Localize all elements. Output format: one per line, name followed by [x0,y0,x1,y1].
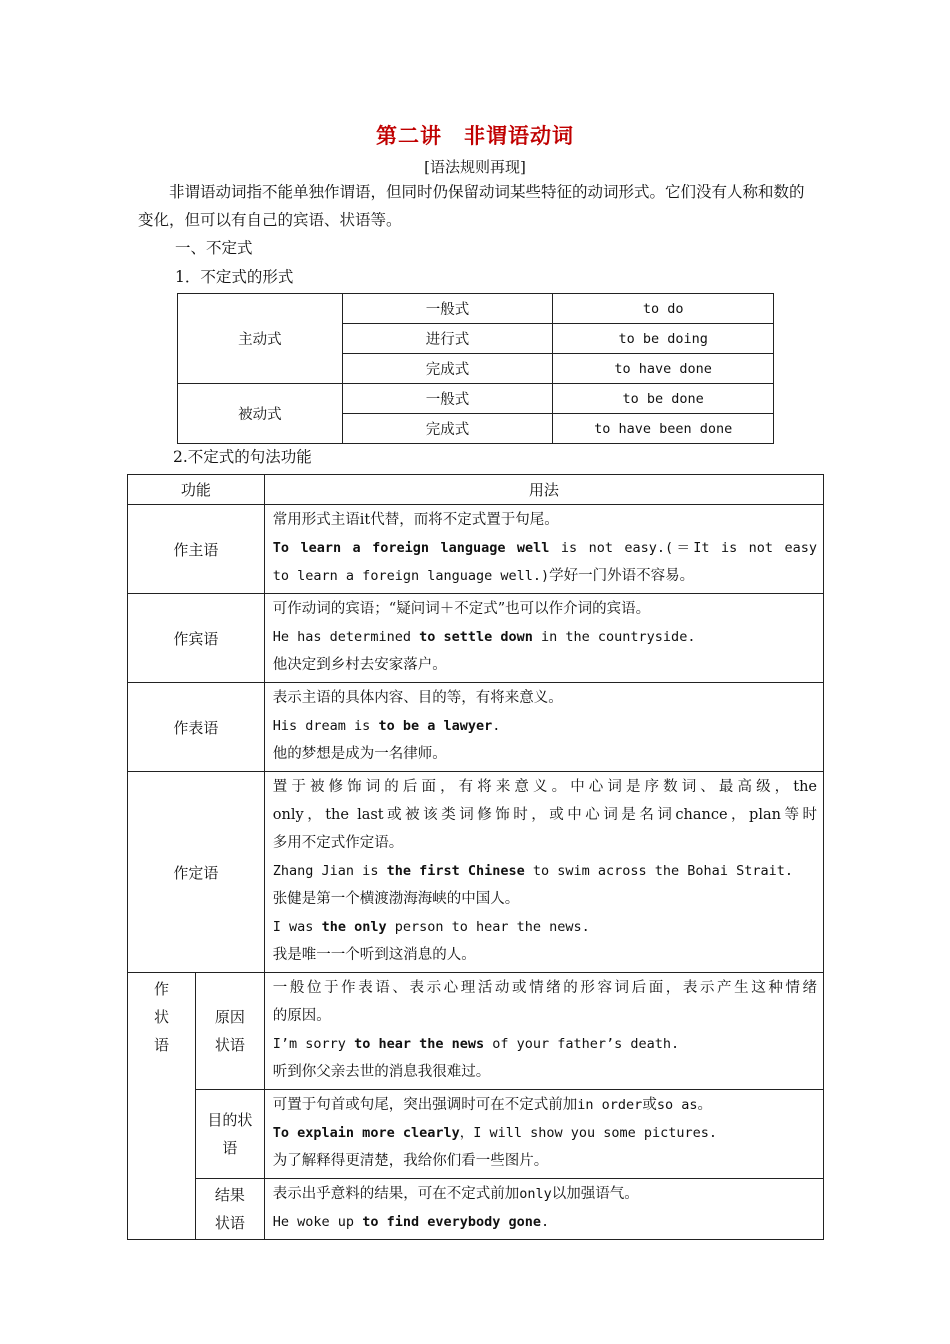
usage-note: 可作动词的宾语；“疑问词＋不定式”也可以作介词的宾语。 [272,601,651,617]
translation-line: 听到你父亲去世的消息我很难过。 [272,1064,491,1080]
usage-subject [264,505,823,594]
usage-note: 表示主语的具体内容、目的等，有将来意义。 [272,690,563,706]
usage-purpose [264,1090,823,1179]
function-adverbial: 作 状 语 [128,973,196,1240]
subfunction-purpose: 目的状 语 [195,1090,264,1179]
function-object: 作宾语 [128,594,265,683]
column-header-function: 功能 [128,475,265,505]
usage-note: 常用形式主语it代替，而将不定式置于句尾。 [272,512,559,528]
tense-cell: 一般式 [342,294,553,324]
example-line: to learn a foreign language well.)学好一门外语不容易。 [272,568,695,584]
usage-note: 的原因。 [272,1008,331,1024]
intro-paragraph: 非谓语动词指不能单独作谓语，但同时仍保留动词某些特征的动词形式。它们没有人称和数的变化，但可以有自己的宾语、状语等。 [138,183,805,229]
translation-line: 我是唯一一个听到这消息的人。 [272,947,476,963]
form-cell: to be done [553,384,774,414]
form-cell: to have done [553,354,774,384]
translation-line: 他决定到乡村去安家落户。 [272,657,447,673]
table-header-row [128,475,824,505]
usage-object [264,594,823,683]
table-row [128,1179,824,1240]
table-row [128,683,824,772]
usage-note: 可置于句首或句尾，突出强调时可在不定式前加in order或so as。 [272,1097,712,1113]
usage-attributive [264,772,823,973]
subheading-forms: 1．不定式的形式 [175,268,294,286]
example-line: I’m sorry to hear the news of your father’s death. [272,1036,680,1052]
tense-cell: 完成式 [342,414,553,444]
subfunction-result: 结果 状语 [195,1179,264,1240]
usage-cause [264,973,823,1090]
column-header-usage: 用法 [264,475,823,505]
infinitive-forms-table [177,293,774,444]
usage-note: only，the last或被该类词修饰时，或中心词是名词chance，plan等时 [272,807,817,823]
table-row [128,505,824,594]
example-line: He has determined to settle down in the countryside. [272,629,696,645]
example-line: His dream is to be a lawyer. [272,718,501,734]
section-subtitle: [语法规则再现] [424,158,526,176]
function-attributive: 作定语 [128,772,265,973]
usage-result [264,1179,823,1240]
table-row [128,973,824,1090]
voice-active: 主动式 [178,294,343,384]
usage-note: 一般位于作表语、表示心理活动或情绪的形容词后面，表示产生这种情绪 [272,980,817,996]
usage-predicative [264,683,823,772]
form-cell: to be doing [553,324,774,354]
form-cell: to have been done [553,414,774,444]
subheading-functions: 2.不定式的句法功能 [173,448,312,466]
voice-passive: 被动式 [178,384,343,444]
translation-line: 张健是第一个横渡渤海海峡的中国人。 [272,891,520,907]
table-row [128,594,824,683]
example-line: He woke up to find everybody gone. [272,1214,550,1230]
tense-cell: 完成式 [342,354,553,384]
usage-note: 多用不定式作定语。 [272,835,404,851]
usage-note: 置于被修饰词的后面，有将来意义。中心词是序数词、最高级，the [272,779,817,795]
example-line: To explain more clearly，I will show you some pictures. [272,1125,718,1141]
form-cell: to do [553,294,774,324]
subfunction-cause: 原因 状语 [195,973,264,1090]
table-row [178,294,774,324]
table-row [178,384,774,414]
translation-line: 为了解释得更清楚，我给你们看一些图片。 [272,1153,549,1169]
translation-line: 他的梦想是成为一名律师。 [272,746,447,762]
infinitive-functions-table [127,474,824,1240]
tense-cell: 一般式 [342,384,553,414]
usage-note: 表示出乎意料的结果，可在不定式前加only以加强语气。 [272,1186,639,1202]
function-subject: 作主语 [128,505,265,594]
example-line: To learn a foreign language well is not easy.(＝It is not easy [272,540,818,556]
function-predicative: 作表语 [128,683,265,772]
table-row [128,1090,824,1179]
page-title: 第二讲 非谓语动词 [376,123,574,148]
tense-cell: 进行式 [342,324,553,354]
example-line: Zhang Jian is the first Chinese to swim across the Bohai Strait. [272,863,793,879]
example-line: I was the only person to hear the news. [272,919,590,935]
section-heading-infinitive: 一、不定式 [175,239,253,257]
table-row [128,772,824,973]
